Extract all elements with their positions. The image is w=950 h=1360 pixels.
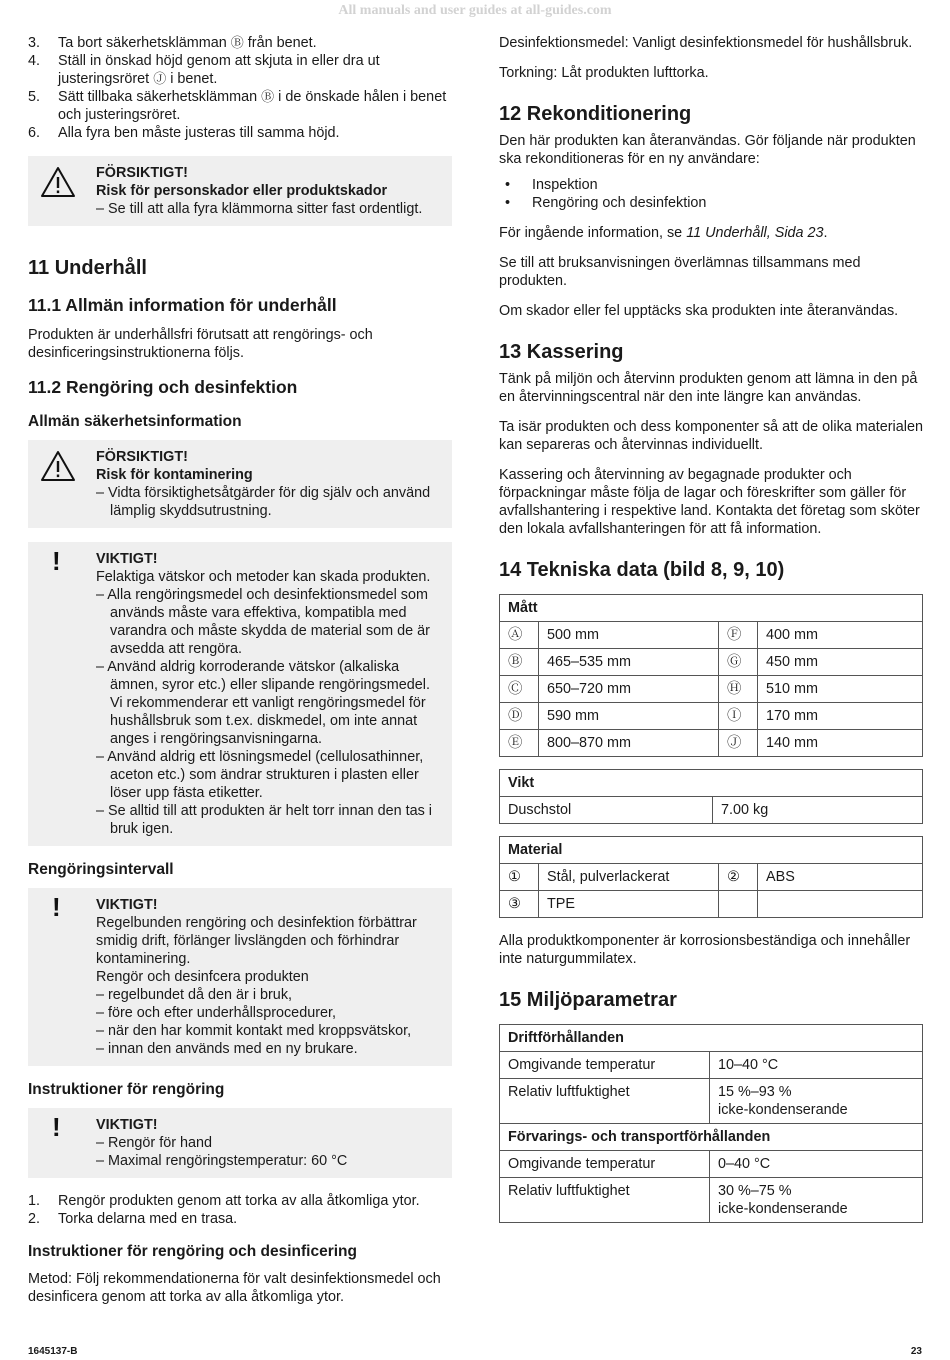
table-row: Ⓔ 800–870 mm Ⓙ 140 mm: [500, 730, 923, 757]
paragraph-disposal-3: Kassering och återvinning av begagnade produkter och förpackningar måste följa de lagar och föreskrifter som gäller för avfallshantering i respektive land. Kontakta det företag som sköter den lokala avfallshanteringen för att få information.: [499, 467, 920, 537]
document-number: 1645137-B: [28, 1346, 78, 1357]
right-column: [499, 34, 923, 1223]
table-header: Vikt: [500, 770, 923, 797]
exclamation-icon: !: [52, 892, 61, 922]
step-item: 4. Ställ in önskad höjd genom att skjuta in eller dra ut justeringsröret Ⓙ i benet.: [28, 53, 380, 87]
paragraph-method: Metod: Följ rekommendationerna för valt desinfektionsmedel och desinficera genom att torka av alla åtkomliga ytor.: [28, 1271, 441, 1305]
reconditioning-list: [499, 176, 923, 212]
heading-interval: Rengöringsintervall: [28, 861, 174, 878]
table-header: Material: [500, 837, 923, 864]
step-item: 5. Sätt tillbaka säkerhetsklämman Ⓑ i de önskade hålen i benet och justeringsröret.: [28, 89, 447, 123]
caution-notice-contamination: FÖRSIKTIGT! Risk för kontaminering – Vidta försiktighetsåtgärder för dig själv och använd lämplig skyddsutrustning.: [28, 440, 452, 528]
table-row: Ⓑ 465–535 mm Ⓖ 450 mm: [500, 649, 923, 676]
exclamation-icon: !: [52, 546, 61, 576]
table-header: Driftförhållanden: [500, 1025, 923, 1052]
watermark: All manuals and user guides at all-guides.com: [338, 3, 612, 18]
important-notice-interval: ! VIKTIGT! Regelbunden rengöring och desinfektion förbättrar smidig drift, förlänger livslängden och förhindrar kontaminering. Rengör och desinfcera produkten – regelbundet då den är i bruk, – före och efter underhållsprocedurer, – när den har kommit kontakt med kroppsvätskor, – innan den används med en ny brukare.: [28, 888, 452, 1066]
list-item: • Rengöring och desinfektion: [499, 194, 923, 212]
paragraph-maintenance: Produkten är underhållsfri förutsatt att rengörings- och desinficeringsinstruktionerna följs.: [28, 327, 373, 361]
paragraph-reference: För ingående information, se 11 Underhåll, Sida 23.: [499, 225, 828, 241]
step-item: 6. Alla fyra ben måste justeras till samma höjd.: [28, 125, 340, 141]
table-row: Ⓒ 650–720 mm Ⓗ 510 mm: [500, 676, 923, 703]
important-notice-liquids: ! VIKTIGT! Felaktiga vätskor och metoder kan skada produkten. – Alla rengöringsmedel och desinfektionsmedel som används måste vara effektiva, kompatibla med varandra och måste skydda de material som de är avsedda att rengöra. – Använd aldrig korroderande vätskor (alkaliska ämnen, syror etc.) eller slipande rengöringsmedel. Vi rekommenderar ett vanligt rengöringsmedel för hushållsbruk som t.ex. diskmedel, om inte annat anges i rengöringsanvisningarna. – Använd aldrig ett lösningsmedel (cellulosathinner, aceton etc.) som ändrar strukturen i plasten eller löser upp fästa etiketter. – Se alltid till att produkten är helt torr innan den tas i bruk igen.: [28, 542, 452, 846]
table-row: Duschstol 7.00 kg: [500, 797, 923, 824]
cross-reference: 11 Underhåll, Sida 23: [686, 225, 824, 241]
exclamation-icon: !: [52, 1112, 61, 1142]
dimensions-table: [499, 594, 923, 757]
table-header: Förvarings- och transportförhållanden: [500, 1124, 923, 1151]
table-row: Omgivande temperatur 0–40 °C: [500, 1151, 923, 1178]
material-table: [499, 836, 923, 918]
paragraph-materials: Alla produktkomponenter är korrosionsbeständiga och innehåller inte naturgummilatex.: [499, 933, 911, 967]
paragraph-drying: Torkning: Låt produkten lufttorka.: [499, 65, 709, 81]
list-item: • Inspektion: [499, 176, 923, 194]
table-row: Omgivande temperatur 10–40 °C: [500, 1052, 923, 1079]
heading-13: 13 Kassering: [499, 341, 624, 363]
step-item: 2. Torka delarna med en trasa.: [28, 1211, 238, 1227]
page-number: 23: [910, 1346, 922, 1357]
table-row: ③ TPE: [500, 891, 923, 918]
left-column: [28, 34, 452, 1306]
heading-disinfection-instructions: Instruktioner för rengöring och desinficering: [28, 1243, 357, 1260]
adjust-steps: [28, 34, 452, 142]
paragraph-manual: Se till att bruksanvisningen överlämnas tillsammans med produkten.: [499, 255, 861, 289]
heading-12: 12 Rekonditionering: [499, 103, 692, 125]
paragraph-reconditioning: Den här produkten kan återanvändas. Gör följande när produkten ska rekonditioneras för en ny användare:: [499, 133, 916, 167]
table-row: Relativ luftfuktighet 15 %–93 % icke-kondenserande: [500, 1079, 923, 1124]
heading-cleaning-instructions: Instruktioner för rengöring: [28, 1081, 225, 1098]
heading-14: 14 Tekniska data (bild 8, 9, 10): [499, 559, 785, 581]
heading-11-2: 11.2 Rengöring och desinfektion: [28, 377, 298, 397]
environment-table: [499, 1024, 923, 1223]
paragraph-disinfectant: Desinfektionsmedel: Vanligt desinfektionsmedel för hushållsbruk.: [499, 35, 913, 51]
caution-notice-injury: FÖRSIKTIGT! Risk för personskador eller produktskador – Se till att alla fyra klämmorna sitter fast ordentligt.: [28, 156, 452, 226]
cleaning-steps: [28, 1192, 452, 1228]
weight-table: [499, 769, 923, 824]
table-row: ① Stål, pulverlackerat ② ABS: [500, 864, 923, 891]
warning-triangle-icon: [40, 450, 76, 487]
step-item: 3. Ta bort säkerhetsklämman Ⓑ från benet.: [28, 35, 317, 51]
paragraph-damage: Om skador eller fel upptäcks ska produkten inte återanvändas.: [499, 303, 899, 319]
heading-safety: Allmän säkerhetsinformation: [28, 413, 242, 430]
heading-11-1: 11.1 Allmän information för underhåll: [28, 295, 337, 315]
table-row: Relativ luftfuktighet 30 %–75 % icke-kondenserande: [500, 1178, 923, 1223]
paragraph-disposal-2: Ta isär produkten och dess komponenter så att de olika materialen kan separeras och återvinnas individuellt.: [499, 419, 923, 453]
warning-triangle-icon: [40, 166, 76, 203]
important-notice-cleaning: ! VIKTIGT! – Rengör för hand – Maximal rengöringstemperatur: 60 °C: [28, 1108, 452, 1178]
paragraph-disposal-1: Tänk på miljön och återvinn produkten genom att lämna in den på en återvinningscentral när den inte längre kan användas.: [499, 371, 918, 405]
heading-11: 11 Underhåll: [28, 257, 147, 279]
step-item: 1. Rengör produkten genom att torka av alla åtkomliga ytor.: [28, 1193, 420, 1209]
table-row: Ⓐ 500 mm Ⓕ 400 mm: [500, 622, 923, 649]
table-row: Ⓓ 590 mm Ⓘ 170 mm: [500, 703, 923, 730]
heading-15: 15 Miljöparametrar: [499, 989, 677, 1011]
table-header: Mått: [500, 595, 923, 622]
